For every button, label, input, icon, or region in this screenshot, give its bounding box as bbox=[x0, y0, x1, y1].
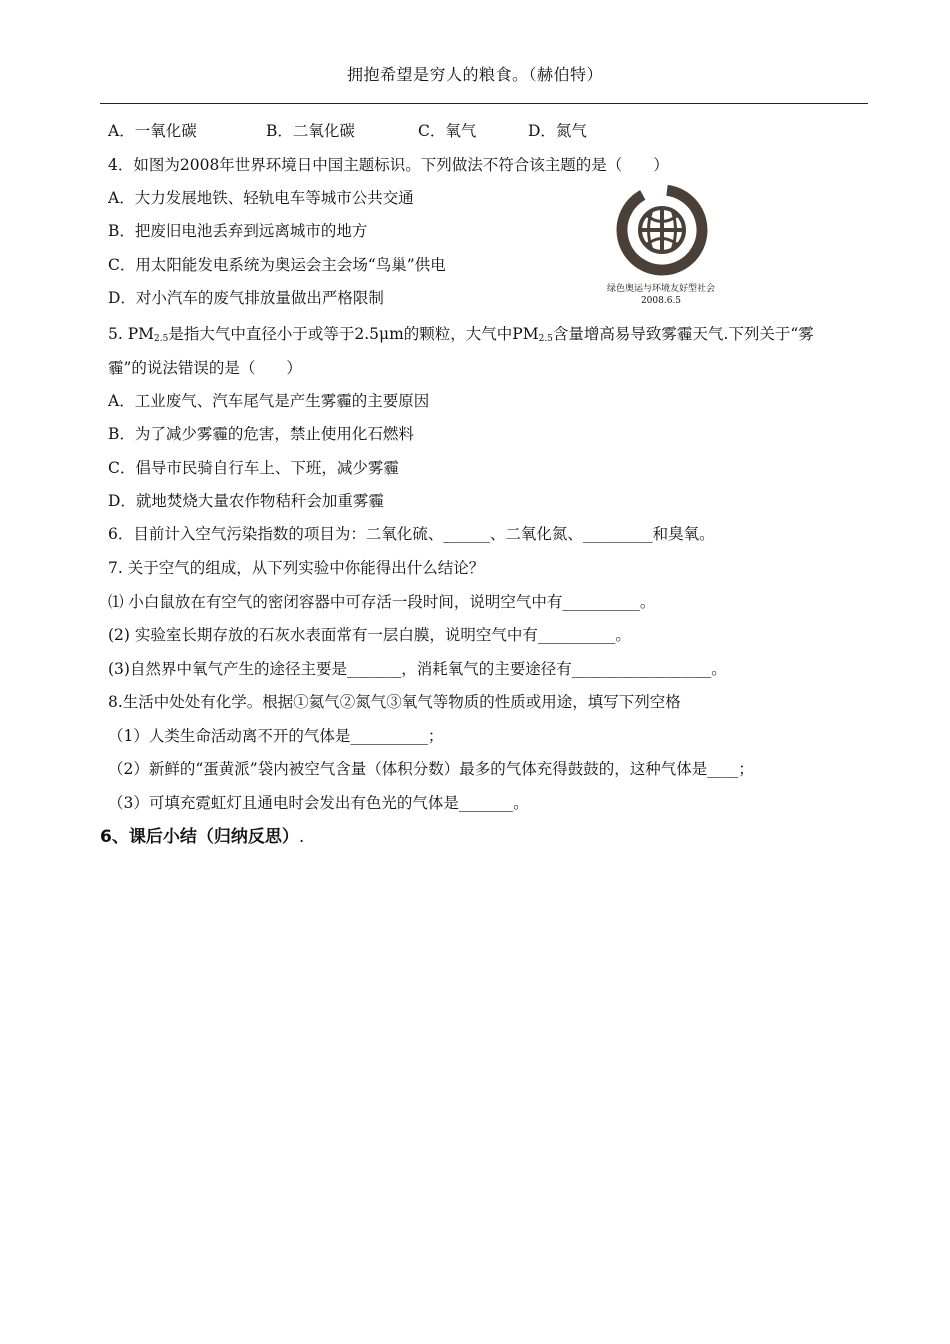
q5-stem-part2: 是指大气中直径小于或等于2.5μm的颗粒，大气中PM bbox=[168, 325, 539, 343]
q8-stem: 8.生活中处处有化学。根据①氦气②氮气③氧气等物质的性质或用途，填写下列空格 bbox=[108, 693, 681, 711]
q5-stem-line2: 霾”的说法错误的是（ ） bbox=[108, 359, 302, 377]
q8-item-1: （1）人类生命活动离不开的气体是__________； bbox=[108, 727, 444, 745]
logo-caption-text: 绿色奥运与环境友好型社会 bbox=[606, 284, 715, 294]
q5-option-a: A．工业废气、汽车尾气是产生雾霾的主要原因 bbox=[108, 392, 430, 410]
q4-stem: 4．如图为2008年世界环境日中国主题标识。下列做法不符合该主题的是（ ） bbox=[108, 156, 669, 174]
q5-stem-part3: 含量增高易导致雾霾天气.下列关于“雾 bbox=[552, 325, 814, 343]
q3-option-d: D．氮气 bbox=[528, 122, 587, 140]
q5-stem-part1: 5. PM bbox=[108, 325, 155, 343]
header-rule bbox=[100, 103, 868, 104]
logo-caption-date: 2008.6.5 bbox=[640, 296, 682, 306]
q5-option-b: B．为了减少雾霾的危害，禁止使用化石燃料 bbox=[108, 425, 414, 443]
q4-option-c: C．用太阳能发电系统为奥运会主会场“鸟巢”供电 bbox=[108, 256, 446, 274]
q3-option-c: C．氧气 bbox=[418, 122, 477, 140]
q5-sub2: 2.5 bbox=[538, 334, 553, 344]
q5-option-c: C．倡导市民骑自行车上、下班，减少雾霾 bbox=[108, 459, 399, 477]
q4-option-a: A．大力发展地铁、轻轨电车等城市公共交通 bbox=[108, 189, 414, 207]
q5-option-d: D．就地焚烧大量农作物秸秆会加重雾霾 bbox=[108, 492, 384, 510]
logo-caption bbox=[596, 283, 726, 307]
q5-stem bbox=[108, 324, 814, 349]
q5-sub1: 2.5 bbox=[154, 334, 169, 344]
q3-option-b: B．二氧化碳 bbox=[266, 122, 355, 140]
q7-stem: 7. 关于空气的组成，从下列实验中你能得出什么结论？ bbox=[108, 559, 485, 577]
q6-text: 6．目前计入空气污染指数的项目为：二氧化硫、______、二氧化氮、_________和臭氧。 bbox=[108, 525, 715, 543]
section-6-title-text: 6、课后小结（归纳反思） bbox=[100, 827, 299, 847]
q7-item-2: (2) 实验室长期存放的石灰水表面常有一层白膜，说明空气中有__________。 bbox=[108, 626, 631, 644]
q8-item-3: （3）可填充霓虹灯且通电时会发出有色光的气体是_______。 bbox=[108, 794, 529, 812]
q7-item-3: (3)自然界中氧气产生的途径主要是_______，消耗氧气的主要途径有__________________。 bbox=[108, 660, 727, 678]
q4-option-d: D．对小汽车的废气排放量做出严格限制 bbox=[108, 289, 384, 307]
q3-options bbox=[108, 121, 587, 141]
q3-option-a: A．一氧化碳 bbox=[108, 122, 197, 140]
section-6-title bbox=[100, 822, 304, 847]
q8-item-2: （2）新鲜的“蛋黄派”袋内被空气含量（体积分数）最多的气体充得鼓鼓的，这种气体是____； bbox=[108, 760, 754, 778]
header-quote: 拥抱希望是穷人的粮食。（赫伯特） bbox=[346, 65, 603, 84]
q4-option-b: B．把废旧电池丢弃到远离城市的地方 bbox=[108, 222, 368, 240]
section-6-title-suffix: . bbox=[298, 827, 305, 847]
q7-item-1: ⑴ 小白鼠放在有空气的密闭容器中可存活一段时间，说明空气中有__________。 bbox=[108, 593, 656, 611]
